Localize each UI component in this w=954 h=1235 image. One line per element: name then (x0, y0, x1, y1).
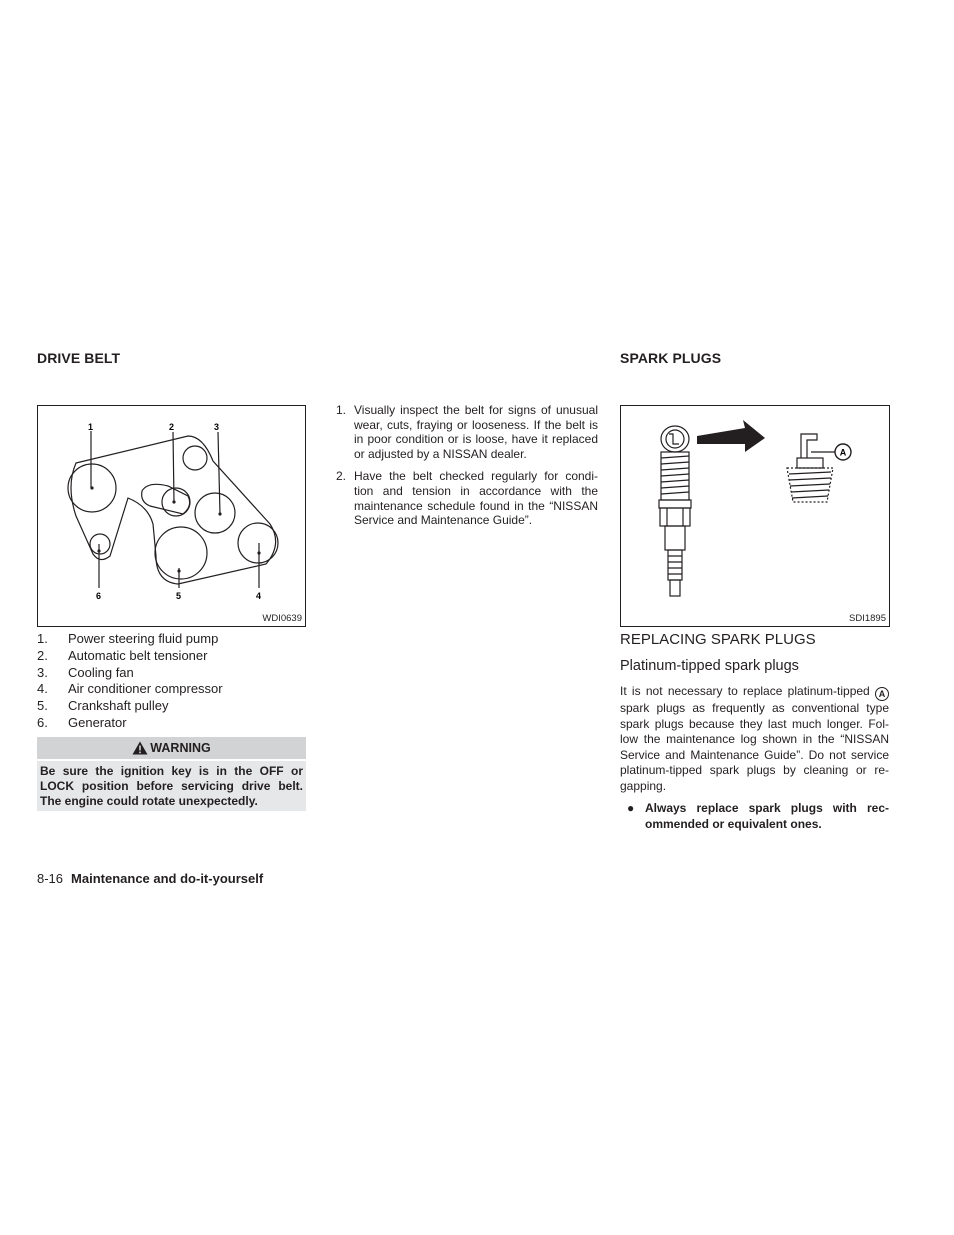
replacing-spark-plugs-subheading: REPLACING SPARK PLUGS (620, 631, 816, 648)
parts-list (37, 631, 307, 732)
svg-text:A: A (839, 447, 847, 458)
pulley-3 (195, 493, 235, 533)
list-item: 3. Cooling fan (37, 664, 134, 680)
warning-header (37, 737, 306, 759)
callout-a-icon: A (875, 687, 889, 701)
spark-plugs-heading: SPARK PLUGS (620, 350, 722, 366)
fig-label-1: 1 (88, 422, 94, 432)
fig-label-4: 4 (256, 591, 262, 601)
fig-label-3: 3 (214, 422, 220, 432)
list-item: 1. Visually inspect the belt for signs of unusual wear, cuts, fraying or looseness. If the belt is in poor condition or is loose, have it replaced or adjusted by a NISSAN dealer. (336, 403, 598, 461)
warning-title: WARNING (150, 741, 211, 755)
figure-code: WDI0639 (262, 613, 302, 624)
pulley-idler-top (183, 446, 207, 470)
pulley-4 (238, 523, 278, 563)
spark-plug-diagram (621, 406, 889, 626)
list-item: 2. Have the belt checked regularly for condi- tion and tension in accordance with the maintenance schedule found in the “NISSAN Service and Maintenance Guide”. (336, 469, 598, 528)
platinum-subheading: Platinum-tipped spark plugs (620, 658, 799, 674)
list-item: 4. Air conditioner compressor (37, 681, 223, 697)
fig-label-6: 6 (96, 591, 102, 601)
inspection-steps (336, 403, 598, 536)
page-footer (37, 871, 263, 886)
fig-label-5: 5 (176, 591, 182, 601)
list-item: ● Always replace spark plugs with rec- ommended or equivalent ones. (620, 801, 889, 833)
spark-plug-figure (620, 405, 890, 627)
fig-label-2: 2 (169, 422, 175, 432)
arrow-icon (697, 420, 765, 452)
warning-triangle-icon (132, 741, 148, 755)
spark-plug-paragraph: It is not necessary to replace platinum-tipped A spark plugs as frequently as conventional type spark plugs because they last much longer. Fol- low the maintenance log shown in the “NISSAN Service and Maintenance Guide”. Do not service platinum-tipped spark plugs by cleaning or re- gapping. (620, 684, 889, 793)
drive-belt-diagram (38, 406, 305, 626)
section-title: Maintenance and do-it-yourself (71, 871, 264, 886)
list-item: 5. Crankshaft pulley (37, 698, 169, 714)
list-item: 2. Automatic belt tensioner (37, 647, 208, 663)
list-item: 6. Generator (37, 714, 127, 730)
page-number: 8-16 (37, 871, 64, 886)
figure-code: SDI1895 (849, 613, 886, 624)
list-item: 1. Power steering fluid pump (37, 631, 219, 646)
drive-belt-figure (37, 405, 306, 627)
tensioner-arm (142, 484, 190, 514)
drive-belt-heading: DRIVE BELT (37, 350, 121, 366)
pulley-5 (155, 527, 207, 579)
warning-body: Be sure the ignition key is in the OFF or LOCK position before servicing drive belt. The engine could rotate unexpectedly. (37, 761, 306, 811)
callout-a-icon (835, 444, 851, 460)
bullet-icon: ● (627, 801, 635, 815)
